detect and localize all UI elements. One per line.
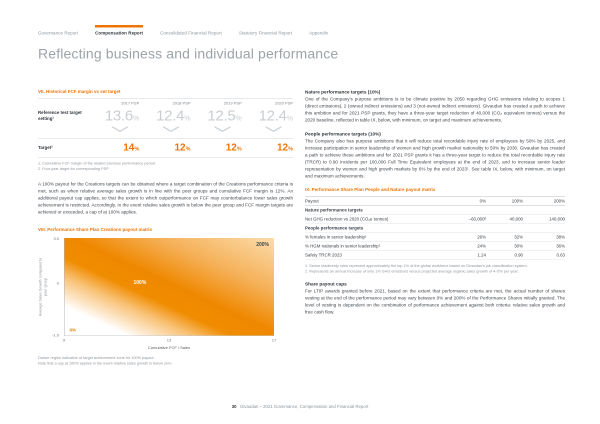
page-number: 30 — [231, 404, 237, 409]
table-row — [305, 224, 565, 233]
fcf-reference-value: 12.4% — [258, 107, 293, 124]
nature-targets-heading: Nature performance targets (10%) — [305, 89, 381, 95]
section-heading-ix: IX. Performance Share Plan People and Nature payout matrix — [305, 186, 436, 192]
x-tick: 13 — [166, 337, 172, 343]
nav-compensation-report[interactable]: Compensation Report — [95, 25, 143, 36]
fcf-col-2020: 2020 PSP — [274, 101, 293, 106]
fcf-target-value: 14% — [123, 142, 140, 153]
table-row — [305, 206, 565, 215]
table-row: Safety TRCR 2023 1.24 0.90 0.63 — [305, 251, 565, 260]
row-label: Safety TRCR 2023 — [305, 252, 342, 258]
footnote: 1. Cumulative FCF margin of the related previous performance period — [38, 161, 155, 166]
nav-statutory-financial-report[interactable]: Statutory Financial Report — [238, 30, 293, 36]
people-targets-heading: People performance targets (10%) — [305, 130, 381, 137]
col-header-payout: Payout — [305, 198, 319, 204]
chevron-down-icon — [111, 126, 128, 133]
page-footer — [0, 404, 600, 409]
col-header-200pct: 200% — [553, 198, 565, 204]
table-row: Net GHG reduction vs 2020 (CO₂e tonnes) −60,000² 40,000 140,000 — [305, 215, 565, 224]
caption-line: Darker region indicative of target achievement zone for 100% payout. — [38, 355, 155, 360]
chart-x-axis-label: Cumulative FCF / Sales — [147, 345, 191, 350]
x-tick: 17 — [271, 337, 277, 343]
fcf-reference-value: 12.5% — [207, 107, 242, 124]
left-column — [38, 89, 293, 366]
chevron-down-icon — [265, 126, 282, 133]
fcf-target-value: 12% — [276, 142, 293, 153]
fcf-reference-label: Reference test target setting¹ — [38, 110, 82, 121]
zone-label-0pct: 0% — [69, 327, 77, 333]
fcf-target-value: 12% — [174, 142, 191, 153]
y-tick: 0 — [56, 280, 59, 286]
table-row: % HGM nationals in senior leadership¹ 24% 30% 36% — [305, 242, 565, 251]
payout-gradient-area — [65, 238, 275, 336]
nav-appendix[interactable]: Appendix — [309, 30, 329, 36]
y-tick: 3.0 — [53, 236, 59, 241]
zone-label-200pct: 200% — [256, 241, 269, 248]
fcf-target-row — [38, 139, 293, 158]
footer-text: Givaudan – 2021 Governance, Compensation and Financial Report — [240, 404, 369, 409]
page-title: Reflecting business and individual performance — [38, 46, 339, 62]
chevron-down-icon — [214, 126, 231, 133]
fcf-reference-value: 13.6% — [104, 107, 140, 124]
fcf-chevron-row — [38, 125, 293, 139]
fcf-reference-value: 12.4% — [156, 107, 191, 124]
chart-plot-area — [64, 238, 274, 336]
payout-paragraph: A 100% payout for the Creations targets can be obtained where a target combination of the Creations performance criteria is met, such as when relative average sales growth is in line with the peer groups and cumulative FCF margin is 12%. An additional payout cap applies, so that the extent to which outperformance on FCF may counterbalance lower sales growth achievement is restricted. Accordingly, in the event relative sales growth is below the peer group and FCF margin targets are achieved or exceeded, a cap of at 100% applies. — [38, 181, 293, 215]
matrix-footnotes — [305, 263, 565, 274]
table-row: % females in senior leadership¹ 26% 32% 38% — [305, 233, 565, 242]
row-label: Net GHG reduction vs 2020 (CO₂e tonnes) — [305, 216, 389, 222]
footnote: 2. Represents an annual increase of only 1% GHG emissions versus projected average organic sales growth of 4–5% per year. — [305, 268, 519, 274]
x-tick: 9 — [62, 337, 66, 343]
footnote: 2. Four-year target for corresponding PSP — [38, 166, 109, 172]
right-column — [305, 89, 565, 323]
section-heading-viii: VIII. Performance Share Plan Creations payout matrix — [38, 226, 153, 232]
nav-governance-report[interactable]: Governance Report — [38, 30, 79, 36]
chart-caption — [38, 355, 293, 366]
fcf-header-row — [38, 99, 293, 108]
fcf-col-2019: 2019 PSP — [223, 101, 242, 106]
col-header-0pct: 0% — [479, 198, 486, 204]
y-tick: -1.0 — [52, 332, 59, 338]
row-label: People performance targets — [305, 225, 364, 231]
top-nav — [38, 25, 328, 36]
zone-label-100pct: 100% — [133, 279, 147, 286]
fcf-col-2018: 2018 PSP — [172, 101, 191, 106]
fcf-col-2017: 2017 PSP — [121, 101, 140, 106]
fcf-margin-table — [38, 98, 293, 158]
fcf-footnotes — [38, 161, 293, 172]
row-label: % females in senior leadership¹ — [305, 234, 367, 240]
fcf-target-value: 12% — [225, 142, 242, 153]
table-header-row — [305, 196, 565, 206]
col-header-100pct: 100% — [511, 198, 523, 204]
row-label: Nature performance targets — [305, 207, 363, 213]
share-payout-caps-paragraph: For LTIP awards granted before 2021, based on the extent that performance criteria are met, the actual number of shares vesting at the end of the performance period may vary between 0% and 200% of the Performance Shares initially granted. The level of vesting is dependent on the combination of performance achievement against both criteria: relative sales growth and free cash flow. — [305, 288, 565, 315]
row-label: % HGM nationals in senior leadership¹ — [305, 243, 381, 249]
nature-targets-paragraph: One of the Company's purpose ambitions is to be climate positive by 2050 regarding GHG emissions relating to scopes 1 (direct emissions), 2 (owned indirect emissions) and 3 (not-owned indirect emissions). Givaudan has created a path to achieve this ambition and for 2021 PSP grants, they have a three-year target reduction of 40,000 (CO₂ equivalent tonnes) versus the 2020 baseline, reflected in table IX, below, with minimum, on target and maximum achievements. — [305, 96, 565, 123]
chevron-down-icon — [163, 126, 180, 133]
section-heading-vii: VII. Historical FCF margin vs set target — [38, 89, 121, 94]
share-payout-caps-heading: Share payout caps — [305, 280, 347, 287]
chart-y-axis-label: Average Sales Growth compared to peer group — [38, 257, 48, 317]
chart-y-ticks — [48, 238, 61, 336]
people-nature-payout-table — [305, 196, 565, 260]
footnote: 1. Senior leadership roles represent approximately the top 1% of the global workforce based on Givaudan's job classification system. — [305, 263, 528, 268]
payout-matrix-chart — [38, 236, 293, 354]
nav-consolidated-financial-report[interactable]: Consolidated Financial Report — [160, 30, 222, 36]
fcf-target-label: Target² — [38, 144, 53, 150]
caption-line: Note that a cap at 100% applies in the event relative sales growth is below zero. — [38, 361, 173, 366]
fcf-reference-row — [38, 108, 293, 125]
people-targets-paragraph: The Company also has purpose ambitions that it will reduce total recordable injury rate of employees by 50% by 2025, and increase participation in senior leadership of women and high growth market nationality to 50% by 2030. Givaudan has created a path to achieve these ambitions and for 2021 PSP grants it has a three-year target to reduce the total recordable injury rate (TRCR) to 0.90 incidents per 100,000 Full Time Equivalent employees at the end of 2023, and to increase senior leader representation by women and high growth markets by 6% by the end of 2023¹. See table IX, below, with minimum, on target and maximum achievements. — [305, 138, 565, 179]
